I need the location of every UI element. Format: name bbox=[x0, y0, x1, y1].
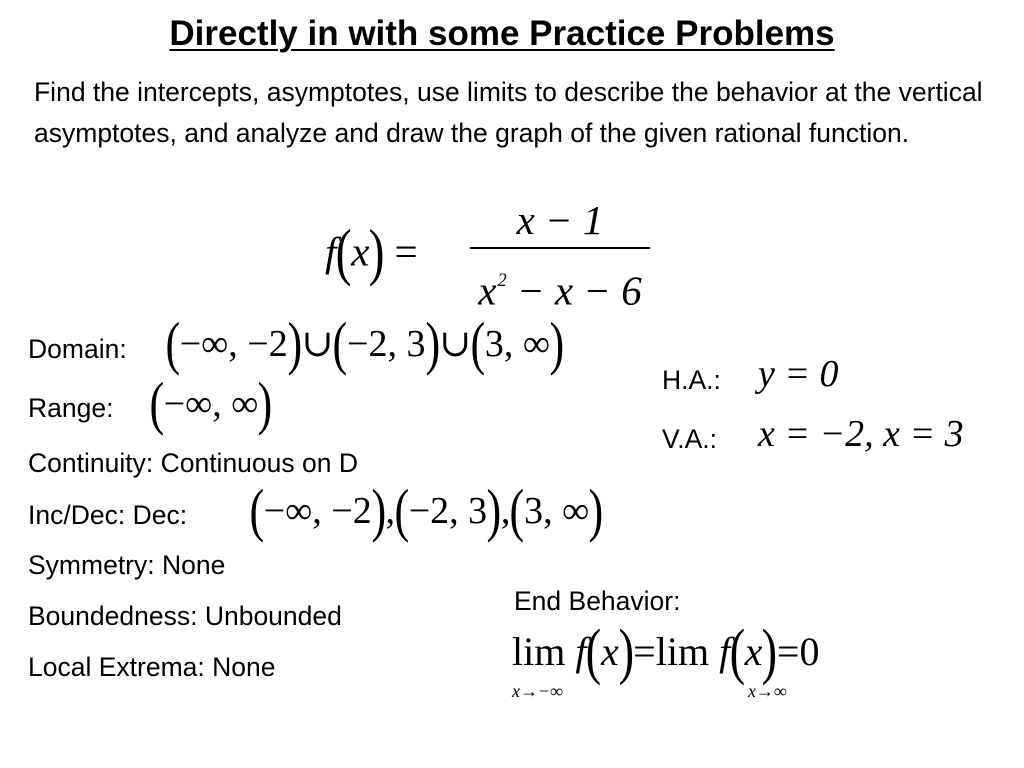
continuity-label: Continuity: bbox=[28, 448, 154, 478]
va-equation: x = −2, x = 3 bbox=[758, 413, 964, 455]
lim-left: lim bbox=[512, 629, 566, 674]
ha-equation: y = 0 bbox=[758, 353, 839, 395]
function-variable: x bbox=[351, 228, 370, 275]
continuity-value: Continuous on D bbox=[160, 448, 358, 478]
va-label: V.A.: bbox=[662, 424, 718, 454]
end-behavior-label: End Behavior: bbox=[514, 586, 681, 616]
range-label: Range: bbox=[28, 393, 114, 423]
dec-interval-2: −2, 3 bbox=[408, 489, 488, 532]
symmetry-row bbox=[28, 550, 225, 581]
dec-intervals: (−∞, −2),(−2, 3),(3, ∞) bbox=[249, 478, 604, 543]
lim-left-subscript: x→−∞ bbox=[512, 681, 563, 701]
boundedness-label: Boundedness: bbox=[28, 601, 198, 631]
local-extrema-row bbox=[28, 652, 275, 683]
union-symbol: ∪ bbox=[301, 322, 334, 365]
boundedness-value: Unbounded bbox=[204, 601, 342, 631]
local-extrema-label: Local Extrema: bbox=[28, 652, 205, 682]
boundedness-row bbox=[28, 601, 342, 632]
symmetry-value: None bbox=[162, 550, 226, 580]
incdec-label: Inc/Dec: bbox=[28, 500, 126, 530]
domain-interval-1: −∞, −2 bbox=[179, 322, 288, 365]
fraction-bar bbox=[470, 247, 650, 249]
lim-right: lim bbox=[655, 629, 710, 674]
slide-title: Directly in with some Practice Problems bbox=[169, 14, 835, 53]
end-behavior-result: 0 bbox=[799, 629, 820, 674]
dec-interval-3: 3, ∞ bbox=[524, 489, 590, 532]
union-symbol: ∪ bbox=[439, 322, 472, 365]
lim-right-subscript: x→∞ bbox=[748, 681, 787, 701]
slide: Directly in with some Practice Problems Find the intercepts, asymptotes, use limits to describe the behavior at the vertical asymptotes, and analyze and draw the graph of the given rational function. f(x) = x − 1 $x^2 - x - 6$ Domain: (−∞, −2)∪(−2, 3)∪(3, ∞) Range: (−∞, ∞) H.A.: y = 0 V.A.: x = −2, x = 3 Continuity: Continuous on D Inc/Dec: Dec: (−∞, −2),(−2, 3),(3, ∞) Symmetry: None Boundedness: Unbounded Local Extrema: None End Behavior: lim f(x)=lim f(x)=0 x→−∞ x→∞ bbox=[0, 0, 1024, 768]
instructions-text: Find the intercepts, asymptotes, use limits to describe the behavior at the vertical asymptotes, and analyze and draw the graph of the given rational function. bbox=[34, 77, 983, 148]
dec-label: Dec: bbox=[132, 500, 188, 530]
local-extrema-value: None bbox=[212, 652, 276, 682]
symmetry-label: Symmetry: bbox=[28, 550, 155, 580]
domain-label: Domain: bbox=[28, 334, 127, 364]
function-equals: = bbox=[394, 228, 418, 275]
ha-label: H.A.: bbox=[662, 365, 721, 395]
domain-interval-2: −2, 3 bbox=[347, 322, 426, 365]
dec-interval-1: −∞, −2 bbox=[263, 489, 372, 532]
function-denominator: $x^2 - x - 6$ bbox=[478, 267, 642, 314]
function-fraction bbox=[470, 195, 650, 314]
continuity-row bbox=[28, 448, 358, 479]
incdec-row bbox=[28, 500, 187, 531]
function-numerator: x − 1 bbox=[516, 197, 604, 243]
range-interval: −∞, ∞ bbox=[163, 382, 259, 425]
function-name: f bbox=[325, 228, 337, 275]
range-value: (−∞, ∞) bbox=[149, 371, 273, 436]
domain-value: (−∞, −2)∪(−2, 3)∪(3, ∞) bbox=[165, 311, 565, 376]
domain-interval-3: 3, ∞ bbox=[484, 322, 550, 365]
end-behavior-equation: lim f(x)=lim f(x)=0 bbox=[512, 618, 820, 687]
